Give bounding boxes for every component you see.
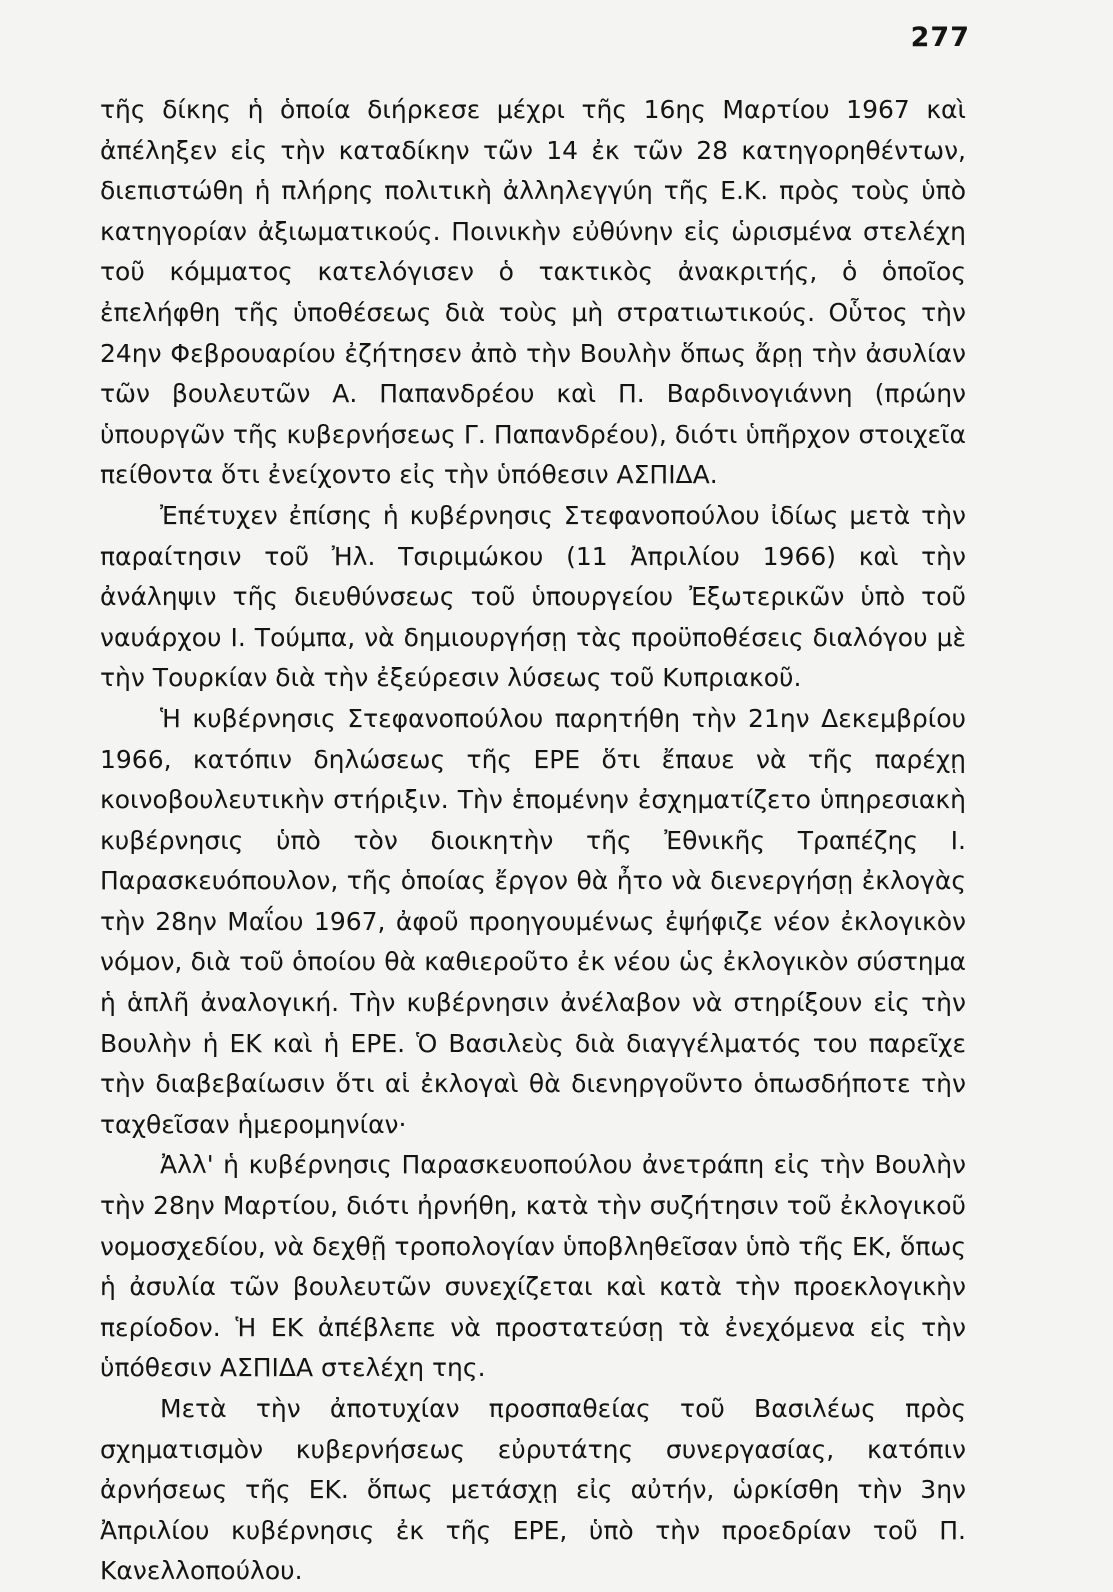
paragraph-5: Μετὰ τὴν ἀποτυχίαν προσπαθείας τοῦ Βασιλέως πρὸς σχηματισμὸν κυβερνήσεως εὐρυτάτης συνεργασίας, κατόπιν ἀρνήσεως τῆς ΕΚ. ὅπως μετάσχῃ εἰς αὐτήν, ὡρκίσθη τὴν 3ην Ἀπριλίου κυβέρνησις ἐκ τῆς ΕΡΕ, ὑπὸ τὴν προεδρίαν τοῦ Π. Κανελλοπούλου.: [100, 1394, 966, 1586]
page-number: 277: [910, 22, 970, 53]
paragraph-1: τῆς δίκης ἡ ὁποία διήρκεσε μέχρι τῆς 16ης Μαρτίου 1967 καὶ ἀπέληξεν εἰς τὴν καταδίκην τῶν 14 ἐκ τῶν 28 κατηγορηθέντων, διεπιστώθη ἡ πλήρης πολιτικὴ ἀλληλεγγύη τῆς Ε.Κ. πρὸς τοὺς ὑπὸ κατηγορίαν ἀξιωματικούς. Ποινικὴν εὐθύνην εἰς ὡρισμένα στελέχη τοῦ κόμματος κατελόγισεν ὁ τακτικὸς ἀνακριτής, ὁ ὁποῖος ἐπελήφθη τῆς ὑποθέσεως διὰ τοὺς μὴ στρατιωτικούς. Οὗτος τὴν 24ην Φεβρουαρίου ἐζήτησεν ἀπὸ τὴν Βουλὴν ὅπως ἄρῃ τὴν ἀσυλίαν τῶν βουλευτῶν Α. Παπανδρέου καὶ Π. Βαρδινογιάννη (πρώην ὑπουργῶν τῆς κυβερνήσεως Γ. Παπανδρέου), διότι ὑπῆρχον στοιχεῖα πείθοντα ὅτι ἐνείχοντο εἰς τὴν ὑπόθεσιν ΑΣΠΙΔΑ.: [100, 95, 966, 490]
paragraph-2: Ἐπέτυχεν ἐπίσης ἡ κυβέρνησις Στεφανοπούλου ἰδίως μετὰ τὴν παραίτησιν τοῦ Ἠλ. Τσιριμώκου (11 Ἀπριλίου 1966) καὶ τὴν ἀνάληψιν τῆς διευθύνσεως τοῦ ὑπουργείου Ἐξωτερικῶν ὑπὸ τοῦ ναυάρχου Ι. Τούμπα, νὰ δημιουργήσῃ τὰς προϋποθέσεις διαλόγου μὲ τὴν Τουρκίαν διὰ τὴν ἐξεύρεσιν λύσεως τοῦ Κυπριακοῦ.: [100, 500, 966, 693]
paragraph-4: Ἀλλ' ἡ κυβέρνησις Παρασκευοπούλου ἀνετράπη εἰς τὴν Βουλὴν τὴν 28ην Μαρτίου, διότι ἠρνήθη, κατὰ τὴν συζήτησιν τοῦ ἐκλογικοῦ νομοσχεδίου, νὰ δεχθῇ τροπολογίαν ὑποβληθεῖσαν ὑπὸ τῆς ΕΚ, ὅπως ἡ ἀσυλία τῶν βουλευτῶν συνεχίζεται καὶ κατὰ τὴν προεκλογικὴν περίοδον. Ἡ ΕΚ ἀπέβλεπε νὰ προστατεύσῃ τὰ ἐνεχόμενα εἰς τὴν ὑπόθεσιν ΑΣΠΙΔΑ στελέχη της.: [100, 1150, 966, 1383]
body-text: [100, 90, 966, 1592]
paragraph-3: Ἡ κυβέρνησις Στεφανοπούλου παρητήθη τὴν 21ην Δεκεμβρίου 1966, κατόπιν δηλώσεως τῆς ΕΡΕ ὅτι ἔπαυε νὰ τῆς παρέχῃ κοινοβουλευτικὴν στήριξιν. Τὴν ἑπομένην ἐσχηματίζετο ὑπηρεσιακὴ κυβέρνησις ὑπὸ τὸν διοικητὴν τῆς Ἐθνικῆς Τραπέζης Ι. Παρασκευόπουλον, τῆς ὁποίας ἔργον θὰ ἦτο νὰ διενεργήσῃ ἐκλογὰς τὴν 28ην Μαΐου 1967, ἀφοῦ προηγουμένως ἐψήφιζε νέον ἐκλογικὸν νόμον, διὰ τοῦ ὁποίου θὰ καθιεροῦτο ἐκ νέου ὡς ἐκλογικὸν σύστημα ἡ ἁπλῆ ἀναλογική. Τὴν κυβέρνησιν ἀνέλαβον νὰ στηρίξουν εἰς τὴν Βουλὴν ἡ ΕΚ καὶ ἡ ΕΡΕ. Ὁ Βασιλεὺς διὰ διαγγέλματός του παρεῖχε τὴν διαβεβαίωσιν ὅτι αἱ ἐκλογαὶ θὰ διενηργοῦντο ὁπωσδήποτε τὴν ταχθεῖσαν ἡμερομηνίαν·: [100, 703, 966, 1139]
